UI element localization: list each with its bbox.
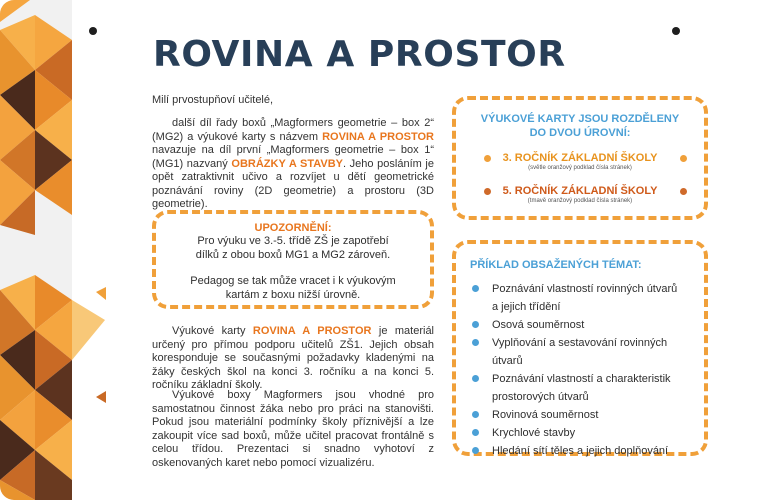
boxes-paragraph: Výukové boxy Magformers jsou vhodné pro samostatnou činnost žáka nebo pro práci na stanovišti. Pokud jsou materiální podmínky školy příznivější a lze zakoupit více sad boxů, může učitel pracovat frontálně s celou třídou. Prezentaci si snadno vyhotoví z oskenovaných karet nebo pomocí vizualizéru. (152, 389, 434, 469)
level-label: 5. ROČNÍK ZÁKLADNÍ ŠKOLY (502, 185, 658, 197)
warning-box (152, 210, 434, 309)
topics-box (452, 240, 708, 456)
warning-text-block-1 (156, 235, 430, 262)
warning-line: kartám z boxu nižší úrovně. (225, 288, 361, 301)
level-note: (tmavě oranžový podklad čísla stránek) (527, 198, 633, 204)
topic-item (472, 406, 698, 424)
level-item-grade-5 (456, 185, 704, 204)
topic-text: Rovinová souměrnost (492, 409, 599, 421)
topics-heading: PŘÍKLAD OBSAŽENÝCH TÉMAT: (470, 259, 642, 271)
bullet-icon (472, 411, 479, 418)
bullet-icon (472, 375, 479, 382)
level-dot-icon (680, 155, 687, 162)
levels-box (452, 96, 708, 220)
topic-text-continuation: prostorových útvarů (492, 391, 589, 403)
bullet-icon (472, 447, 479, 454)
punch-hole-left (89, 27, 97, 35)
intro-highlight-title: ROVINA A PROSTOR (322, 130, 434, 143)
topic-item (472, 334, 698, 370)
warning-line: Pedagog se tak může vracet i k výukovým (190, 275, 396, 287)
bullet-icon (472, 285, 479, 292)
topic-text: Poznávání vlastností a charakteristik (492, 373, 671, 385)
warning-text-block-2 (156, 275, 430, 302)
level-dot-icon (484, 155, 491, 162)
topic-item (472, 280, 698, 316)
level-dot-icon (680, 188, 687, 195)
levels-heading (456, 112, 704, 140)
intro-paragraph (152, 117, 434, 212)
decorative-triangle-stripe (0, 0, 72, 500)
levels-heading-line: DO DVOU ÚROVNÍ: (529, 127, 631, 139)
topic-text: Vyplňování a sestavování rovinných útvarů (492, 337, 668, 367)
topic-item (472, 316, 698, 334)
materials-highlight-title: ROVINA A PROSTOR (252, 325, 372, 337)
triangle-pattern-graphic (0, 0, 110, 500)
topic-item (472, 370, 698, 406)
topic-item (472, 442, 698, 460)
greeting-text: Milí prvostupňoví učitelé, (152, 94, 274, 106)
intro-text-1: další díl řady boxů „Magformers geometrie – box 2“ (MG2) a výukové karty s názvem (152, 117, 434, 143)
levels-heading-line: VÝUKOVÉ KARTY JSOU ROZDĚLENY (480, 113, 680, 125)
level-dot-icon (484, 188, 491, 195)
warning-line: Pro výuku ve 3.-5. třídě ZŠ je zapotřebí (197, 235, 389, 247)
level-item-grade-3 (456, 152, 704, 171)
level-note: (světle oranžový podklad čísla stránek) (528, 165, 632, 171)
topic-text-continuation: a jejich třídění (492, 301, 561, 313)
intro-highlight-prev-title: OBRÁZKY A STAVBY (231, 157, 343, 170)
topic-text: Hledání sítí těles a jejich doplňování (492, 445, 669, 457)
warning-line: dílků z obou boxů MG1 a MG2 zároveň. (195, 248, 391, 261)
intro-text-3: . Jeho posláním je opět zatraktivnit učivo a rozvíjet u dětí geometrické poznávání roviny (2D geometrie) a prostoru (3D geometrie). (152, 157, 434, 210)
level-label: 3. ROČNÍK ZÁKLADNÍ ŠKOLY (502, 152, 658, 164)
materials-text-2: je materiál určený pro přímou podporu učitelů ZŠ1. Jejich obsah koresponduje se současnými požadavky kladenými na žáky českých škol na konci 3. ročníku a na konci 5. ročníku základní školy. (152, 325, 434, 391)
topic-text: Osová souměrnost (492, 319, 585, 331)
punch-hole-right (672, 27, 680, 35)
materials-text-1: Výukové karty (172, 325, 253, 337)
bullet-icon (472, 429, 479, 436)
intro-text-2: navazuje na díl první „Magformers geometrie – box 1“ (MG1) nazvaný (152, 144, 434, 170)
topic-item (472, 424, 698, 442)
topic-text: Poznávání vlastností rovinných útvarů (492, 283, 678, 295)
bullet-icon (472, 321, 479, 328)
topic-text: Krychlové stavby (492, 427, 576, 439)
page-title: ROVINA A PROSTOR (153, 34, 566, 75)
topics-list (472, 280, 698, 460)
materials-paragraph (152, 325, 434, 393)
bullet-icon (472, 339, 479, 346)
warning-title: UPOZORNĚNÍ: (254, 222, 332, 234)
